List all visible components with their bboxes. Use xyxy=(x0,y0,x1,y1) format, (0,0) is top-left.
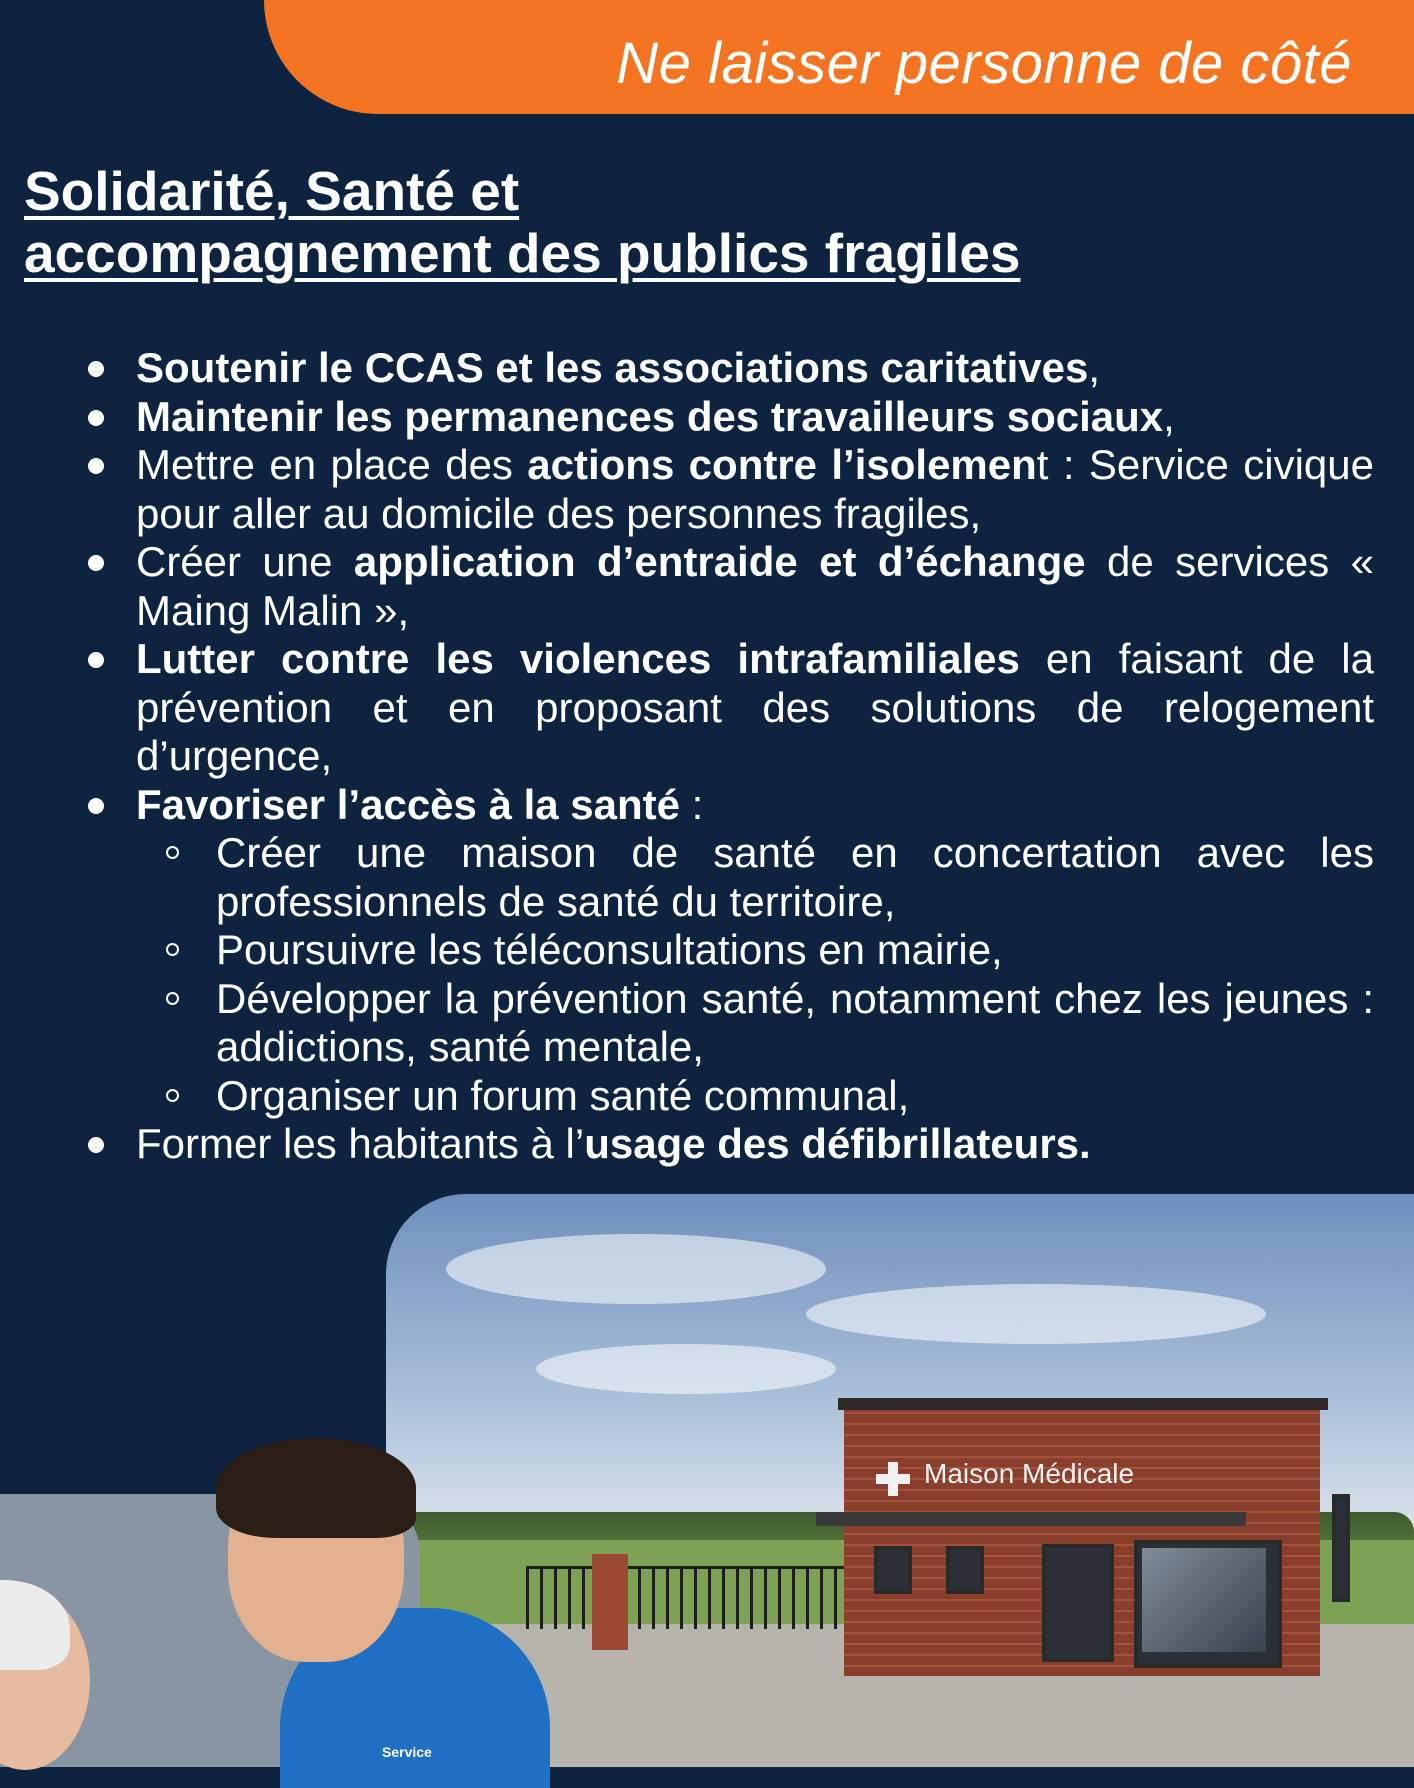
window-reflection xyxy=(1142,1548,1266,1652)
health-sublist xyxy=(136,829,1374,1120)
page-title xyxy=(24,160,1020,284)
sublist-item: Organiser un forum santé communal, xyxy=(136,1072,1374,1121)
gate-pillar xyxy=(592,1554,628,1650)
header-banner xyxy=(264,0,1414,114)
item-bold: Lutter contre les violences intrafamiliales xyxy=(136,635,1020,682)
item-text: en faisant de la prévention et en proposant des solutions de relogement d’urgence, xyxy=(136,635,1374,779)
list-item xyxy=(80,781,1374,1121)
program-list xyxy=(80,344,1374,1169)
list-item xyxy=(80,441,1374,538)
item-bold: actions contre l’isolemen xyxy=(527,441,1037,488)
item-text: de services « Maing Malin », xyxy=(136,538,1374,634)
building-roof xyxy=(838,1398,1328,1410)
cloud xyxy=(446,1234,826,1304)
window xyxy=(946,1546,984,1594)
item-text: Créer une xyxy=(136,538,354,585)
item-bold: Favoriser l’accès à la santé xyxy=(136,780,681,828)
list-item xyxy=(80,393,1374,442)
item-bold: Soutenir le CCAS et les associations caritatives xyxy=(136,344,1089,391)
fence xyxy=(526,1566,886,1629)
title-line-2: accompagnement des publics fragiles xyxy=(24,222,1021,284)
item-text: , xyxy=(1163,392,1175,440)
sublist-item: Développer la prévention santé, notamment chez les jeunes : addictions, santé mentale, xyxy=(136,975,1374,1072)
list-item xyxy=(80,538,1374,635)
medical-cross-icon xyxy=(876,1462,910,1496)
item-bold: application d’entraide et d’échange xyxy=(353,538,1086,585)
entrance-canopy xyxy=(816,1512,1246,1526)
list-item xyxy=(80,344,1374,393)
list-item xyxy=(80,1120,1374,1169)
building-sign: Maison Médicale xyxy=(924,1458,1135,1489)
side-window xyxy=(1332,1494,1350,1602)
banner-slogan: Ne laisser personne de côté xyxy=(616,31,1352,96)
item-text: Mettre en place des xyxy=(136,441,528,488)
item-text: t : Service civique pour aller au domicile des personnes fragiles, xyxy=(136,441,1374,537)
young-man-hair xyxy=(216,1438,416,1538)
item-bold: Maintenir les permanences des travailleurs sociaux xyxy=(136,392,1164,440)
item-text: , xyxy=(1088,344,1101,391)
service-civique-logo: Service xyxy=(382,1744,432,1760)
window xyxy=(874,1546,912,1594)
item-bold: usage des défibrillateurs. xyxy=(584,1120,1091,1167)
sublist-item: Créer une maison de santé en concertation avec les professionnels de santé du territoire, xyxy=(136,829,1374,926)
cloud xyxy=(536,1344,836,1394)
entrance-door xyxy=(1042,1544,1114,1662)
sublist-item: Poursuivre les téléconsultations en mairie, xyxy=(136,926,1374,975)
item-text: : xyxy=(680,780,704,828)
title-line-1: Solidarité, Santé et xyxy=(24,160,520,222)
cloud xyxy=(806,1284,1266,1344)
list-item xyxy=(80,635,1374,781)
item-text: Former les habitants à l’ xyxy=(136,1120,585,1167)
